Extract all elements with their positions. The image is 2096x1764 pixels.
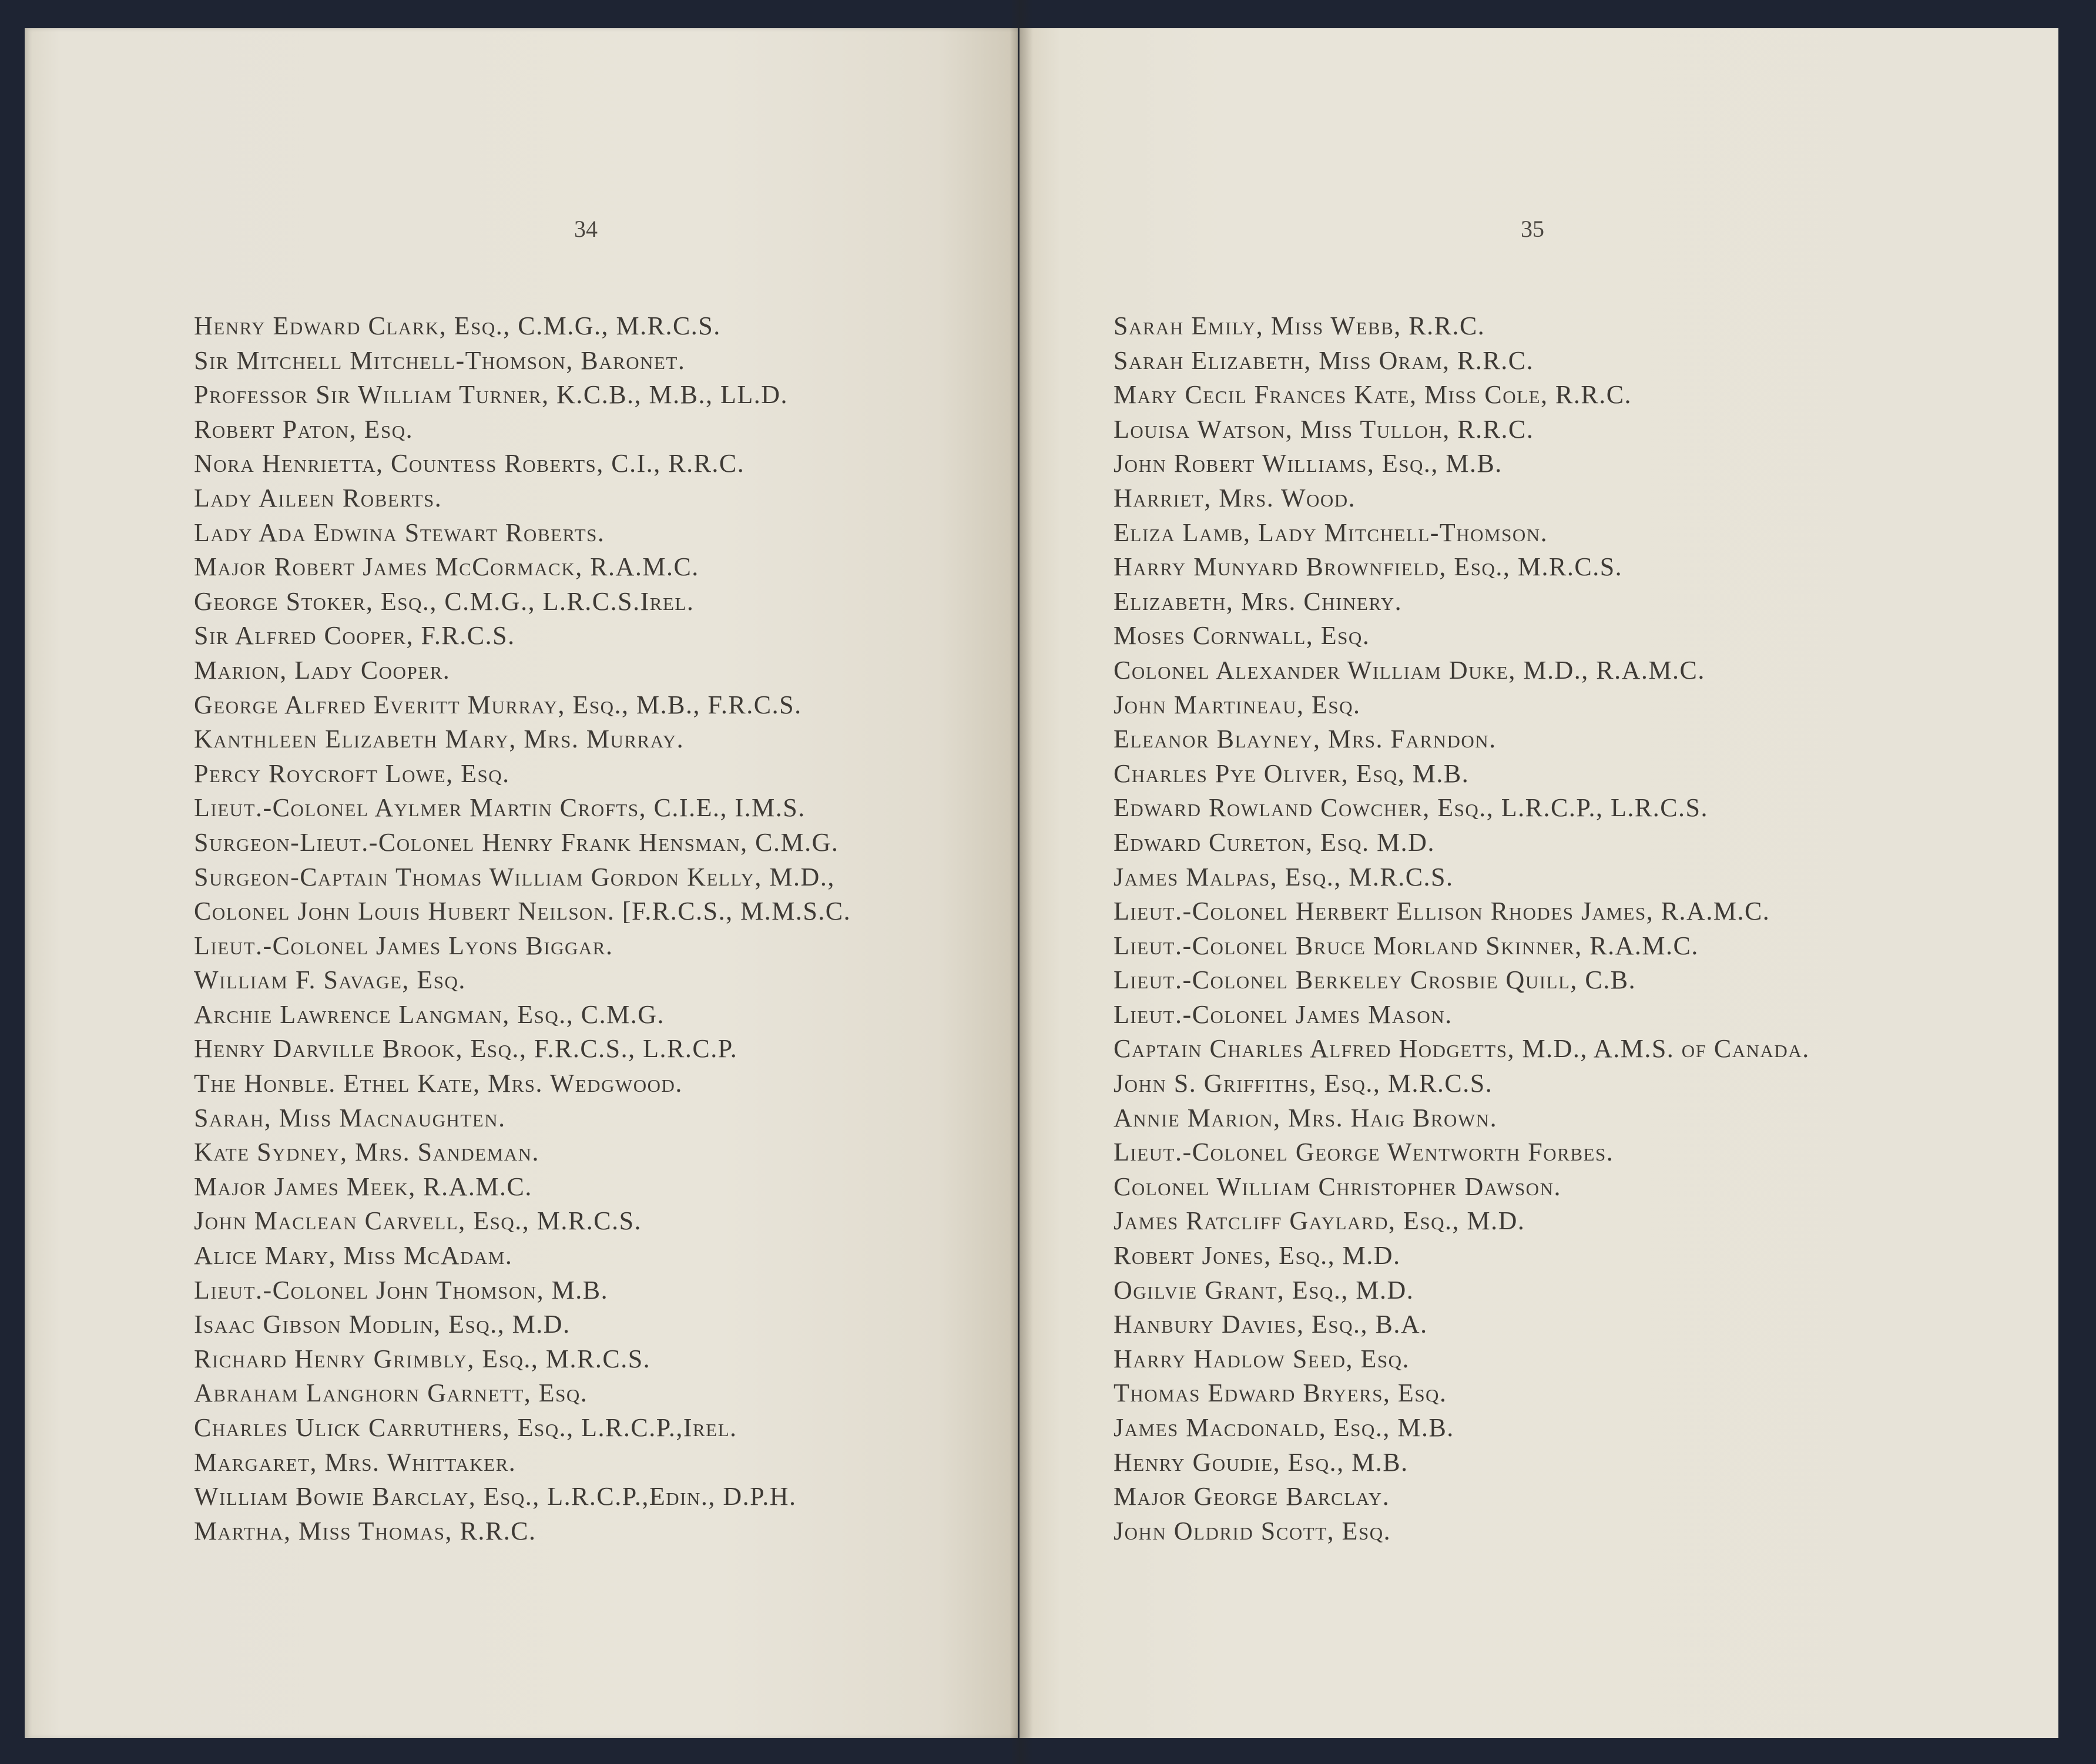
name-entry: Major George Barclay. <box>1114 1482 1390 1511</box>
name-entry: Surgeon-Lieut.-Colonel Henry Frank Hensman, C.M.G. <box>194 827 839 857</box>
name-entry: William Bowie Barclay, Esq., L.R.C.P.,Edin., D.P.H. <box>194 1482 797 1511</box>
name-entry: James Ratcliff Gaylard, Esq., M.D. <box>1114 1206 1525 1236</box>
name-entry: The Honble. Ethel Kate, Mrs. Wedgwood. <box>194 1069 683 1098</box>
name-entry: Thomas Edward Bryers, Esq. <box>1114 1379 1447 1408</box>
name-entry: William F. Savage, Esq. <box>194 965 466 995</box>
page-number-right: 35 <box>1521 216 1544 242</box>
name-entry: Lieut.-Colonel Aylmer Martin Crofts, C.I.E., I.M.S. <box>194 793 806 823</box>
name-entry: John Oldrid Scott, Esq. <box>1114 1516 1391 1545</box>
name-entry: John S. Griffiths, Esq., M.R.C.S. <box>1114 1069 1493 1098</box>
name-entry: Lieut.-Colonel Berkeley Crosbie Quill, C.B. <box>1114 965 1636 995</box>
name-entry: Charles Ulick Carruthers, Esq., L.R.C.P.,Irel. <box>194 1413 737 1442</box>
name-entry: Kate Sydney, Mrs. Sandeman. <box>194 1138 540 1167</box>
name-entry: James Macdonald, Esq., M.B. <box>1114 1413 1454 1442</box>
name-entry: John Maclean Carvell, Esq., M.R.C.S. <box>194 1206 642 1236</box>
name-entry: Annie Marion, Mrs. Haig Brown. <box>1114 1103 1498 1132</box>
name-entry: Major Robert James McCormack, R.A.M.C. <box>194 552 699 582</box>
name-entry: Sarah, Miss Macnaughten. <box>194 1103 506 1132</box>
name-entry: Lieut.-Colonel Bruce Morland Skinner, R.A.M.C. <box>1114 931 1699 960</box>
name-entry: Robert Jones, Esq., M.D. <box>1114 1241 1401 1270</box>
name-entry: Major James Meek, R.A.M.C. <box>194 1172 532 1201</box>
name-entry: Moses Cornwall, Esq. <box>1114 621 1370 650</box>
name-entry: Henry Darville Brook, Esq., F.R.C.S., L.R.C.P. <box>194 1034 738 1064</box>
name-entry: John Martineau, Esq. <box>1114 690 1361 719</box>
name-entry: Ogilvie Grant, Esq., M.D. <box>1114 1275 1414 1304</box>
name-entry: Lieut.-Colonel Herbert Ellison Rhodes James, R.A.M.C. <box>1114 897 1770 926</box>
name-entry: Isaac Gibson Modlin, Esq., M.D. <box>194 1310 571 1339</box>
name-entry: Edward Cureton, Esq. M.D. <box>1114 827 1435 857</box>
name-entry: Colonel Alexander William Duke, M.D., R.A.M.C. <box>1114 655 1705 685</box>
name-entry: Sarah Elizabeth, Miss Oram, R.R.C. <box>1114 346 1534 375</box>
name-entry: Hanbury Davies, Esq., B.A. <box>1114 1310 1428 1339</box>
name-entry: Sir Mitchell Mitchell-Thomson, Baronet. <box>194 346 686 375</box>
page-number-left: 34 <box>574 216 598 242</box>
name-entry: Harriet, Mrs. Wood. <box>1114 483 1356 512</box>
name-entry: Henry Edward Clark, Esq., C.M.G., M.R.C.S. <box>194 311 721 340</box>
name-entry: Lieut.-Colonel George Wentworth Forbes. <box>1114 1138 1614 1167</box>
name-entry: John Robert Williams, Esq., M.B. <box>1114 449 1503 478</box>
name-entry: Lieut.-Colonel James Mason. <box>1114 1000 1453 1029</box>
name-entry: Margaret, Mrs. Whittaker. <box>194 1447 517 1477</box>
name-entry: Robert Paton, Esq. <box>194 414 414 444</box>
name-entry: Eliza Lamb, Lady Mitchell-Thomson. <box>1114 518 1548 547</box>
name-entry: Colonel John Louis Hubert Neilson. [F.R.C.S., M.M.S.C. <box>194 897 851 926</box>
name-entry: Harry Munyard Brownfield, Esq., M.R.C.S. <box>1114 552 1623 582</box>
name-entry: Lieut.-Colonel James Lyons Biggar. <box>194 931 613 960</box>
right-name-list <box>1114 309 1810 1548</box>
name-entry: Colonel William Christopher Dawson. <box>1114 1172 1561 1201</box>
name-entry: Lieut.-Colonel John Thomson, M.B. <box>194 1275 609 1304</box>
name-entry: Elizabeth, Mrs. Chinery. <box>1114 586 1403 616</box>
name-entry: Richard Henry Grimbly, Esq., M.R.C.S. <box>194 1344 651 1373</box>
name-entry: Charles Pye Oliver, Esq, M.B. <box>1114 759 1470 788</box>
name-entry: Martha, Miss Thomas, R.R.C. <box>194 1516 536 1545</box>
name-entry: Edward Rowland Cowcher, Esq., L.R.C.P., L.R.C.S. <box>1114 793 1709 823</box>
name-entry: Surgeon-Captain Thomas William Gordon Kelly, M.D., <box>194 862 835 891</box>
name-entry: Professor Sir William Turner, K.C.B., M.B., LL.D. <box>194 380 789 410</box>
name-entry: Captain Charles Alfred Hodgetts, M.D., A.M.S. of Canada. <box>1114 1034 1810 1064</box>
name-entry: Eleanor Blayney, Mrs. Farndon. <box>1114 725 1497 754</box>
name-entry: Lady Aileen Roberts. <box>194 483 442 512</box>
name-entry: Harry Hadlow Seed, Esq. <box>1114 1344 1410 1373</box>
name-entry: George Stoker, Esq., C.M.G., L.R.C.S.Irel. <box>194 586 695 616</box>
name-entry: Archie Lawrence Langman, Esq., C.M.G. <box>194 1000 665 1029</box>
name-entry: Percy Roycroft Lowe, Esq. <box>194 759 510 788</box>
name-entry: Henry Goudie, Esq., M.B. <box>1114 1447 1408 1477</box>
name-entry: Lady Ada Edwina Stewart Roberts. <box>194 518 605 547</box>
name-entry: Abraham Langhorn Garnett, Esq. <box>194 1379 588 1408</box>
right-page <box>1020 28 2058 1738</box>
name-entry: Sarah Emily, Miss Webb, R.R.C. <box>1114 311 1485 340</box>
left-name-list <box>194 309 851 1548</box>
name-entry: Kanthleen Elizabeth Mary, Mrs. Murray. <box>194 725 685 754</box>
name-entry: Sir Alfred Cooper, F.R.C.S. <box>194 621 515 650</box>
name-entry: James Malpas, Esq., M.R.C.S. <box>1114 862 1454 891</box>
left-page <box>25 28 1018 1738</box>
name-entry: Louisa Watson, Miss Tulloh, R.R.C. <box>1114 414 1534 444</box>
name-entry: Mary Cecil Frances Kate, Miss Cole, R.R.C. <box>1114 380 1632 410</box>
name-entry: Alice Mary, Miss McAdam. <box>194 1241 513 1270</box>
name-entry: Nora Henrietta, Countess Roberts, C.I., R.R.C. <box>194 449 745 478</box>
name-entry: Marion, Lady Cooper. <box>194 655 451 685</box>
name-entry: George Alfred Everitt Murray, Esq., M.B., F.R.C.S. <box>194 690 802 719</box>
